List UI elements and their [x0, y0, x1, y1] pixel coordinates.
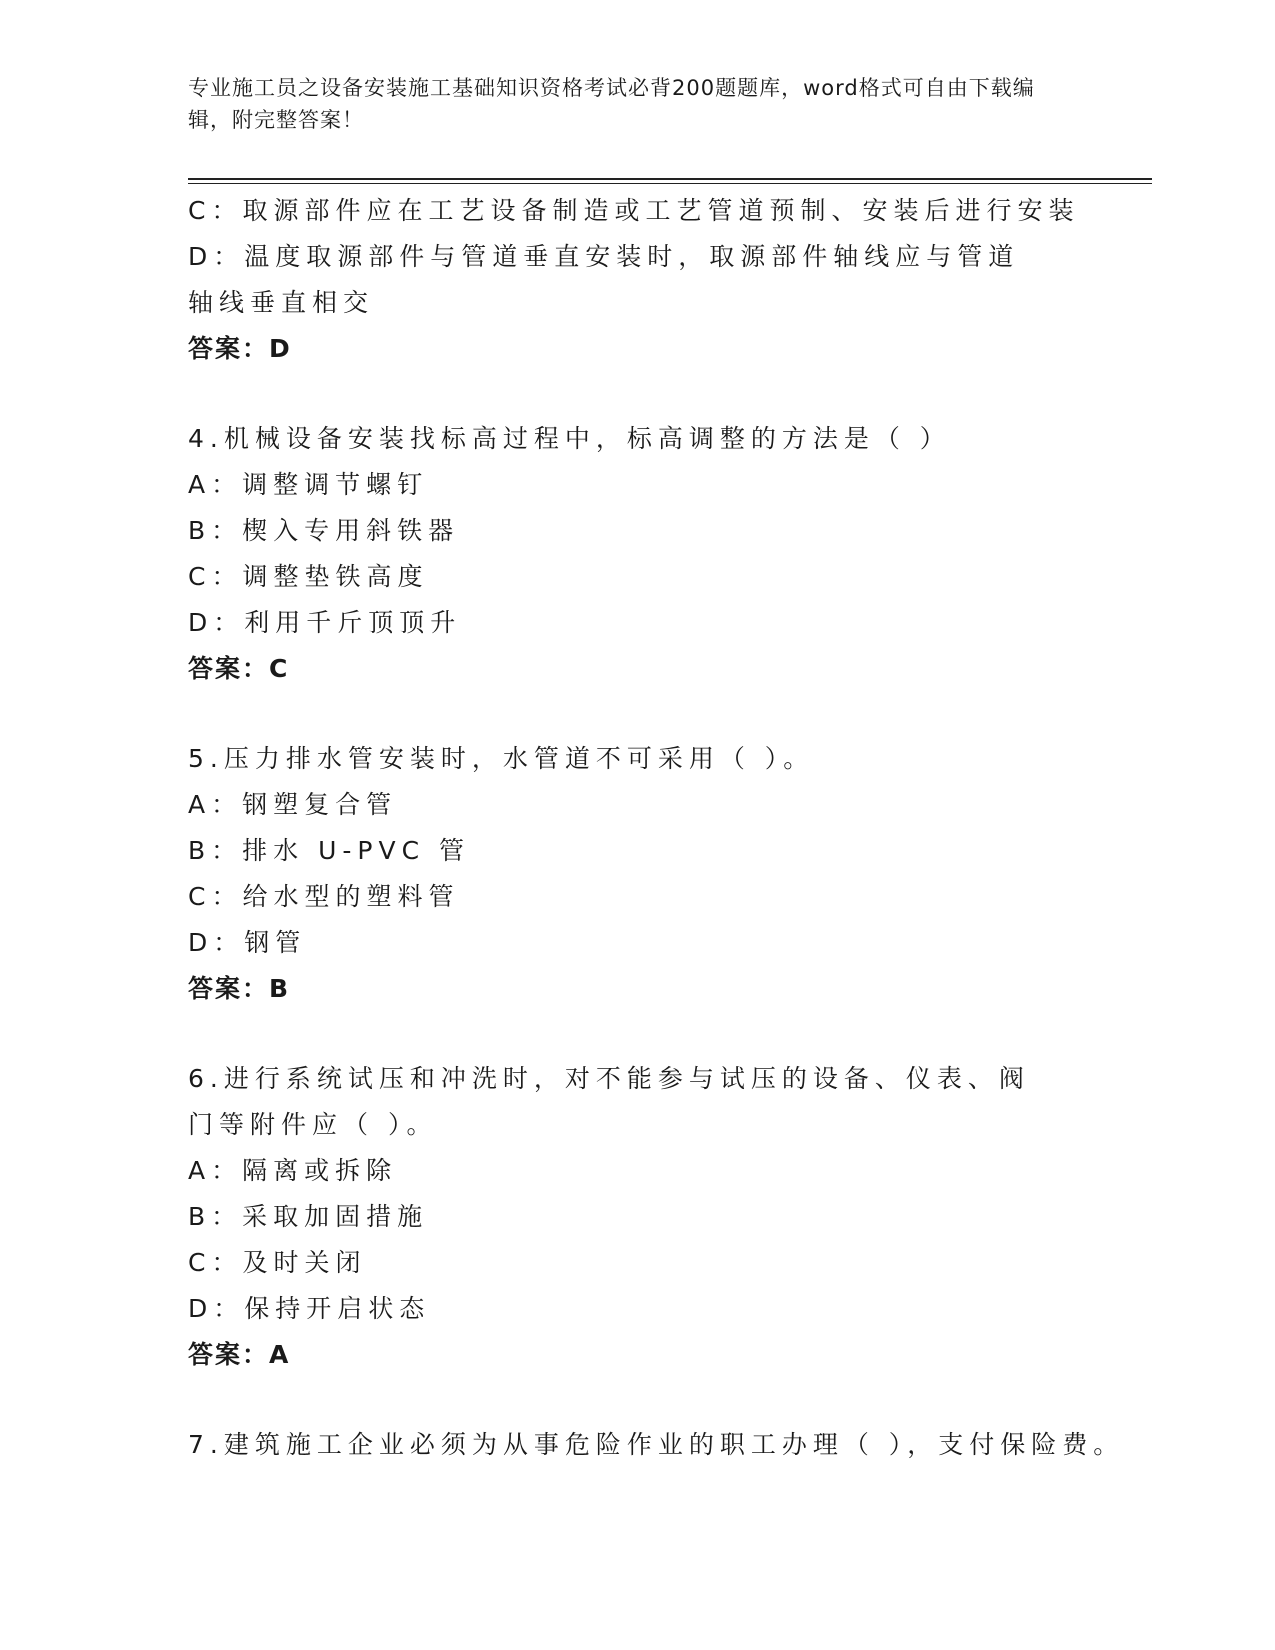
question-7 — [188, 1422, 1125, 1468]
option-a: A：隔离或拆除 — [188, 1156, 398, 1185]
answer: 答案：B — [188, 974, 291, 1003]
document-body — [188, 188, 1125, 1468]
question-stem: 5.压力排水管安装时，水管道不可采用（ ）。 — [188, 744, 815, 773]
option-c: C：调整垫铁高度 — [188, 562, 429, 591]
option-c: C：给水型的塑料管 — [188, 882, 460, 911]
question-stem: 7.建筑施工企业必须为从事危险作业的职工办理（ ），支付保险费。 — [188, 1430, 1125, 1459]
option-a: A：钢塑复合管 — [188, 790, 398, 819]
document-title: 专业施工员之设备安装施工基础知识资格考试必背200题题库，word格式可自由下载编辑，附完整答案！ — [188, 76, 1035, 132]
page-header — [188, 72, 1068, 136]
option-d: D：温度取源部件与管道垂直安装时，取源部件轴线应与管道轴线垂直相交 — [188, 242, 1020, 317]
question-4 — [188, 416, 1088, 692]
answer: 答案：A — [188, 1340, 291, 1369]
option-b: B：排水 U-PVC 管 — [188, 836, 470, 865]
answer: 答案：C — [188, 654, 290, 683]
option-c: C：取源部件应在工艺设备制造或工艺管道预制、安装后进行安装 — [188, 196, 1080, 225]
option-c: C：及时关闭 — [188, 1248, 367, 1277]
question-stem: 4.机械设备安装找标高过程中，标高调整的方法是（ ） — [188, 424, 951, 453]
answer: 答案：D — [188, 334, 292, 363]
option-d: D：钢管 — [188, 928, 307, 957]
question-stem: 6.进行系统试压和冲洗时，对不能参与试压的设备、仪表、阀门等附件应（ ）。 — [188, 1064, 1030, 1139]
option-b: B：楔入专用斜铁器 — [188, 516, 460, 545]
header-rule-thick — [188, 178, 1152, 180]
question-5 — [188, 736, 1088, 1012]
option-d: D：保持开启状态 — [188, 1294, 431, 1323]
question-6 — [188, 1056, 1088, 1378]
option-d: D：利用千斤顶顶升 — [188, 608, 462, 637]
option-b: B：采取加固措施 — [188, 1202, 429, 1231]
question-3-continued — [188, 188, 1088, 372]
header-rule-thin — [188, 183, 1152, 184]
option-a: A：调整调节螺钉 — [188, 470, 429, 499]
